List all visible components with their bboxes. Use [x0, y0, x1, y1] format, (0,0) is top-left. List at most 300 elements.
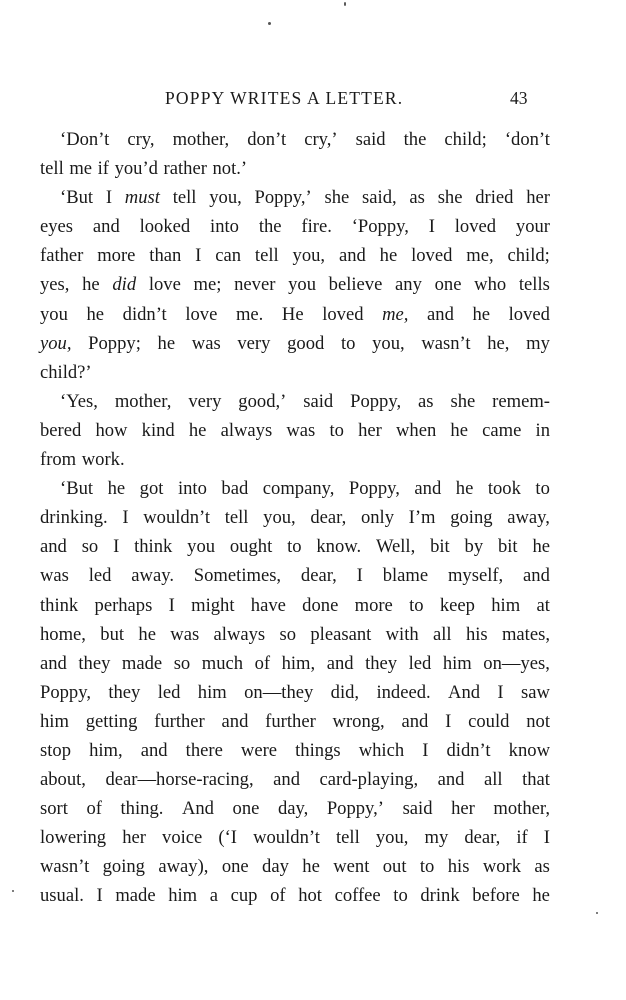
scan-speck [268, 22, 271, 25]
word: loved [322, 303, 364, 325]
word: led [408, 652, 432, 674]
word: they [78, 652, 111, 674]
word: very [237, 332, 271, 354]
word: And [448, 681, 481, 703]
word: which [358, 739, 405, 761]
text-line [40, 881, 550, 910]
word: took [487, 478, 521, 500]
scan-speck [596, 912, 598, 914]
word: things [295, 739, 341, 761]
word: could [468, 710, 510, 732]
word: I [105, 187, 113, 209]
text-line [40, 300, 550, 329]
word: company, [262, 478, 335, 500]
word: to [340, 332, 356, 354]
word: him, [281, 652, 316, 674]
word: said, [362, 187, 397, 209]
word: was [286, 419, 316, 441]
running-title: POPPY WRITES A LETTER. [165, 88, 404, 108]
text-line [40, 387, 550, 416]
word: him [491, 594, 521, 616]
page-header [0, 88, 626, 114]
word: they [365, 652, 398, 674]
word: on—yes, [483, 652, 550, 674]
word: him [40, 710, 69, 732]
word: tell [335, 827, 360, 849]
word: I [168, 594, 175, 616]
word: have [250, 594, 286, 616]
word: he [450, 419, 468, 441]
word: than [149, 245, 182, 267]
word: and [401, 710, 429, 732]
word: he [82, 274, 100, 296]
word: and [40, 652, 67, 674]
word: at [536, 594, 550, 616]
word: wrong, [332, 710, 385, 732]
text-line [40, 649, 550, 678]
word: and [140, 739, 168, 761]
word: he [532, 536, 550, 558]
word: his [465, 623, 488, 645]
word: was [191, 332, 221, 354]
word: away. [131, 565, 174, 587]
word: into [210, 216, 239, 238]
word: child; [507, 245, 550, 267]
word: said [355, 129, 386, 150]
word: wouldn’t [143, 507, 211, 529]
word: were [240, 739, 278, 761]
word: getting [85, 710, 138, 732]
word: you’d [114, 158, 158, 180]
word: her [451, 798, 475, 820]
text-line [40, 736, 550, 765]
word: must [124, 187, 160, 209]
word: tell [224, 507, 249, 529]
word: he [379, 245, 398, 267]
word: you, [263, 507, 296, 529]
word: ‘Yes, [60, 390, 98, 412]
word: done [302, 594, 339, 616]
word: further [265, 710, 316, 732]
word: Poppy, [40, 681, 91, 703]
word: dried [475, 187, 514, 209]
text-line [40, 183, 550, 212]
word: keep [439, 594, 475, 616]
word: ‘But [60, 187, 94, 209]
word: rather [163, 158, 207, 180]
word: about, [40, 769, 86, 791]
word: more [354, 594, 393, 616]
word: was [170, 623, 200, 645]
word: but [100, 623, 125, 645]
word: as [418, 390, 434, 412]
text-line [40, 765, 550, 794]
word: they [108, 681, 141, 703]
word: bered [40, 419, 82, 441]
word: went [333, 856, 370, 878]
word: mother, [114, 390, 172, 412]
word: work. [81, 449, 125, 471]
word: you, [292, 245, 326, 267]
word: perhaps [94, 594, 153, 616]
text-line [40, 794, 550, 823]
word: I’m [408, 507, 436, 529]
text-line [40, 620, 550, 649]
word: can [215, 245, 242, 267]
text-line [40, 241, 550, 270]
word: to [535, 478, 550, 500]
word: so [81, 536, 99, 558]
word: bit [430, 536, 450, 558]
word: drink [420, 885, 460, 907]
word: he [472, 303, 491, 325]
text-line [40, 707, 550, 736]
word: you, [372, 332, 405, 354]
word: so [279, 623, 297, 645]
word: only [360, 507, 394, 529]
word: the [403, 129, 427, 150]
word: out [382, 856, 407, 878]
word: to [287, 536, 302, 558]
word: to [419, 856, 435, 878]
word: tell [172, 187, 197, 209]
text-line [40, 852, 550, 881]
word: love [185, 303, 218, 325]
text-line [40, 270, 550, 299]
word: her [358, 419, 382, 441]
word: if [97, 158, 109, 180]
word: you, [40, 332, 72, 354]
word: pleasant [310, 623, 372, 645]
word: lowering [40, 827, 107, 849]
word: usual. [40, 885, 84, 907]
word: bit [497, 536, 518, 558]
word: drinking. [40, 507, 108, 529]
word: her [526, 187, 550, 209]
word: the [258, 216, 282, 238]
word: ‘don’t [504, 129, 550, 150]
word: always [220, 419, 273, 441]
word: child; [444, 129, 487, 150]
word: she [437, 187, 463, 209]
word: not [526, 710, 550, 732]
word: dear—horse-racing, [105, 769, 254, 791]
word: Poppy,’ [326, 798, 384, 820]
word: loved [454, 216, 497, 238]
word: love [148, 274, 181, 296]
word: ‘Don’t [60, 129, 110, 150]
word: one [434, 274, 462, 296]
word: Poppy, [348, 478, 400, 500]
word: as [534, 856, 550, 878]
word: on—they [244, 681, 314, 703]
word: me, [466, 245, 494, 267]
word: he [455, 478, 474, 500]
word: He [281, 303, 304, 325]
word: myself, [447, 565, 504, 587]
word: there [185, 739, 223, 761]
word: not.’ [212, 158, 248, 180]
word: child?’ [40, 361, 92, 383]
word: I [356, 565, 363, 587]
word: day, [277, 798, 309, 820]
word: when [395, 419, 437, 441]
word: coffee [334, 885, 381, 907]
text-line [40, 212, 550, 241]
word: said [402, 798, 433, 820]
word: further [154, 710, 205, 732]
word: I [543, 827, 550, 849]
word: he [138, 623, 156, 645]
word: of [86, 798, 102, 820]
word: him, [89, 739, 123, 761]
word: think [134, 536, 173, 558]
word: you [40, 303, 68, 325]
text-line [40, 329, 550, 358]
word: your [515, 216, 550, 238]
word: one [221, 856, 249, 878]
word: of [270, 885, 286, 907]
word: didn’t [122, 303, 167, 325]
word: you [288, 274, 316, 296]
word: and [427, 303, 454, 325]
word: work [482, 856, 522, 878]
word: he [157, 332, 176, 354]
word: mother, [493, 798, 550, 820]
word: with [385, 623, 419, 645]
text-line [40, 358, 550, 387]
word: me; [193, 274, 222, 296]
text-line [40, 532, 550, 561]
word: remem- [492, 390, 550, 412]
word: came [482, 419, 522, 441]
word: Poppy, [350, 390, 402, 412]
word: good [287, 332, 325, 354]
word: Poppy; [88, 332, 141, 354]
word: said [303, 390, 334, 412]
word: card-playing, [319, 769, 419, 791]
word: who [474, 274, 507, 296]
word: was [40, 565, 69, 587]
word: wasn’t [40, 856, 90, 878]
word: tell [254, 245, 279, 267]
word: in [535, 419, 550, 441]
page-number: 43 [510, 88, 528, 108]
word: always [213, 623, 266, 645]
word: all [433, 623, 452, 645]
word: going [102, 856, 145, 878]
word: believe [328, 274, 383, 296]
word: indeed. [376, 681, 431, 703]
word: tell [40, 158, 64, 180]
word: you, [375, 827, 409, 849]
word: hot [298, 885, 322, 907]
word: him [442, 652, 472, 674]
word: and [414, 478, 442, 500]
word: loved [411, 245, 453, 267]
word: did, [330, 681, 360, 703]
body-text [40, 125, 550, 911]
scan-speck [12, 890, 14, 892]
word: her [122, 827, 146, 849]
word: cry, [127, 129, 155, 150]
word: And [181, 798, 214, 820]
word: tells [518, 274, 550, 296]
word: Poppy,’ [254, 187, 312, 209]
word: very [188, 390, 222, 412]
word: as [409, 187, 425, 209]
word: don’t [247, 129, 287, 150]
word: looked [139, 216, 191, 238]
word: dear, [310, 507, 347, 529]
word: more [97, 245, 136, 267]
word: dear, [464, 827, 501, 849]
word: I [445, 710, 452, 732]
word: wouldn’t [253, 827, 320, 849]
text-line [40, 474, 550, 503]
word: and [338, 245, 366, 267]
word: one [232, 798, 260, 820]
word: that [522, 769, 550, 791]
word: he, [487, 332, 510, 354]
word: he [302, 856, 320, 878]
word: to [329, 419, 344, 441]
word: day [262, 856, 289, 878]
word: me. [235, 303, 264, 325]
word: Well, [375, 536, 416, 558]
text-line [40, 416, 550, 445]
word: by [464, 536, 484, 558]
word: into [177, 478, 207, 500]
word: and [326, 652, 354, 674]
word: and [273, 769, 300, 791]
word: thing. [120, 798, 164, 820]
word: made [115, 885, 156, 907]
text-line [40, 503, 550, 532]
word: he [188, 419, 207, 441]
word: fire. [301, 216, 332, 238]
word: and [221, 710, 249, 732]
word: and [523, 565, 550, 587]
word: how [95, 419, 128, 441]
word: father [40, 245, 84, 267]
word: ‘Poppy, [351, 216, 409, 238]
word: away, [507, 507, 550, 529]
word: I [96, 885, 103, 907]
word: eyes [40, 216, 74, 238]
word: a [209, 885, 219, 907]
word: didn’t [446, 739, 491, 761]
word: his [447, 856, 470, 878]
word: voice [162, 827, 203, 849]
word: if [516, 827, 528, 849]
text-line [40, 125, 550, 154]
word: me [69, 158, 93, 180]
word: home, [40, 623, 86, 645]
word: my [526, 332, 550, 354]
word: from [40, 449, 77, 471]
word: she [324, 187, 350, 209]
word: you, [209, 187, 242, 209]
word: never [234, 274, 276, 296]
word: ought [229, 536, 273, 558]
word: I [428, 216, 435, 238]
text-line [40, 591, 550, 620]
word: (‘I [218, 827, 237, 849]
text-line [40, 154, 550, 183]
word: did [112, 274, 137, 296]
word: I [122, 507, 129, 529]
text-line [40, 561, 550, 590]
word: know. [316, 536, 362, 558]
scan-speck [344, 2, 346, 6]
word: blame [382, 565, 429, 587]
word: dear, [300, 565, 337, 587]
word: and [437, 769, 465, 791]
word: led [157, 681, 181, 703]
word: got [139, 478, 164, 500]
text-line [40, 823, 550, 852]
word: cup [230, 885, 258, 907]
word: I [422, 739, 429, 761]
word: saw [520, 681, 550, 703]
word: kind [141, 419, 175, 441]
word: sort [40, 798, 68, 820]
word: cry,’ [304, 129, 338, 150]
word: led [88, 565, 112, 587]
word: he [532, 885, 550, 907]
word: bad [221, 478, 249, 500]
word: loved [508, 303, 550, 325]
word: away), [158, 856, 209, 878]
word: to [393, 885, 408, 907]
word: mates, [501, 623, 550, 645]
word: going [450, 507, 493, 529]
word: think [40, 594, 79, 616]
word: before [472, 885, 520, 907]
word: good,’ [238, 390, 287, 412]
word: I [497, 681, 504, 703]
word: all [483, 769, 503, 791]
word: any [395, 274, 422, 296]
word: ‘But [60, 478, 94, 500]
word: I [195, 245, 202, 267]
text-line [40, 445, 550, 474]
word: made [121, 652, 163, 674]
word: you [187, 536, 216, 558]
word: yes, [40, 274, 70, 296]
word: know [508, 739, 550, 761]
word: him [197, 681, 227, 703]
word: much [201, 652, 244, 674]
word: he [107, 478, 126, 500]
word: him [168, 885, 198, 907]
word: of [254, 652, 271, 674]
word: Sometimes, [193, 565, 282, 587]
text-line [40, 678, 550, 707]
word: he [86, 303, 105, 325]
word: might [191, 594, 235, 616]
word: me, [382, 303, 409, 325]
word: my [424, 827, 449, 849]
word: she [450, 390, 476, 412]
word: to [409, 594, 424, 616]
word: and [92, 216, 120, 238]
word: stop [40, 739, 71, 761]
word: mother, [172, 129, 230, 150]
word: I [113, 536, 120, 558]
word: so [173, 652, 191, 674]
